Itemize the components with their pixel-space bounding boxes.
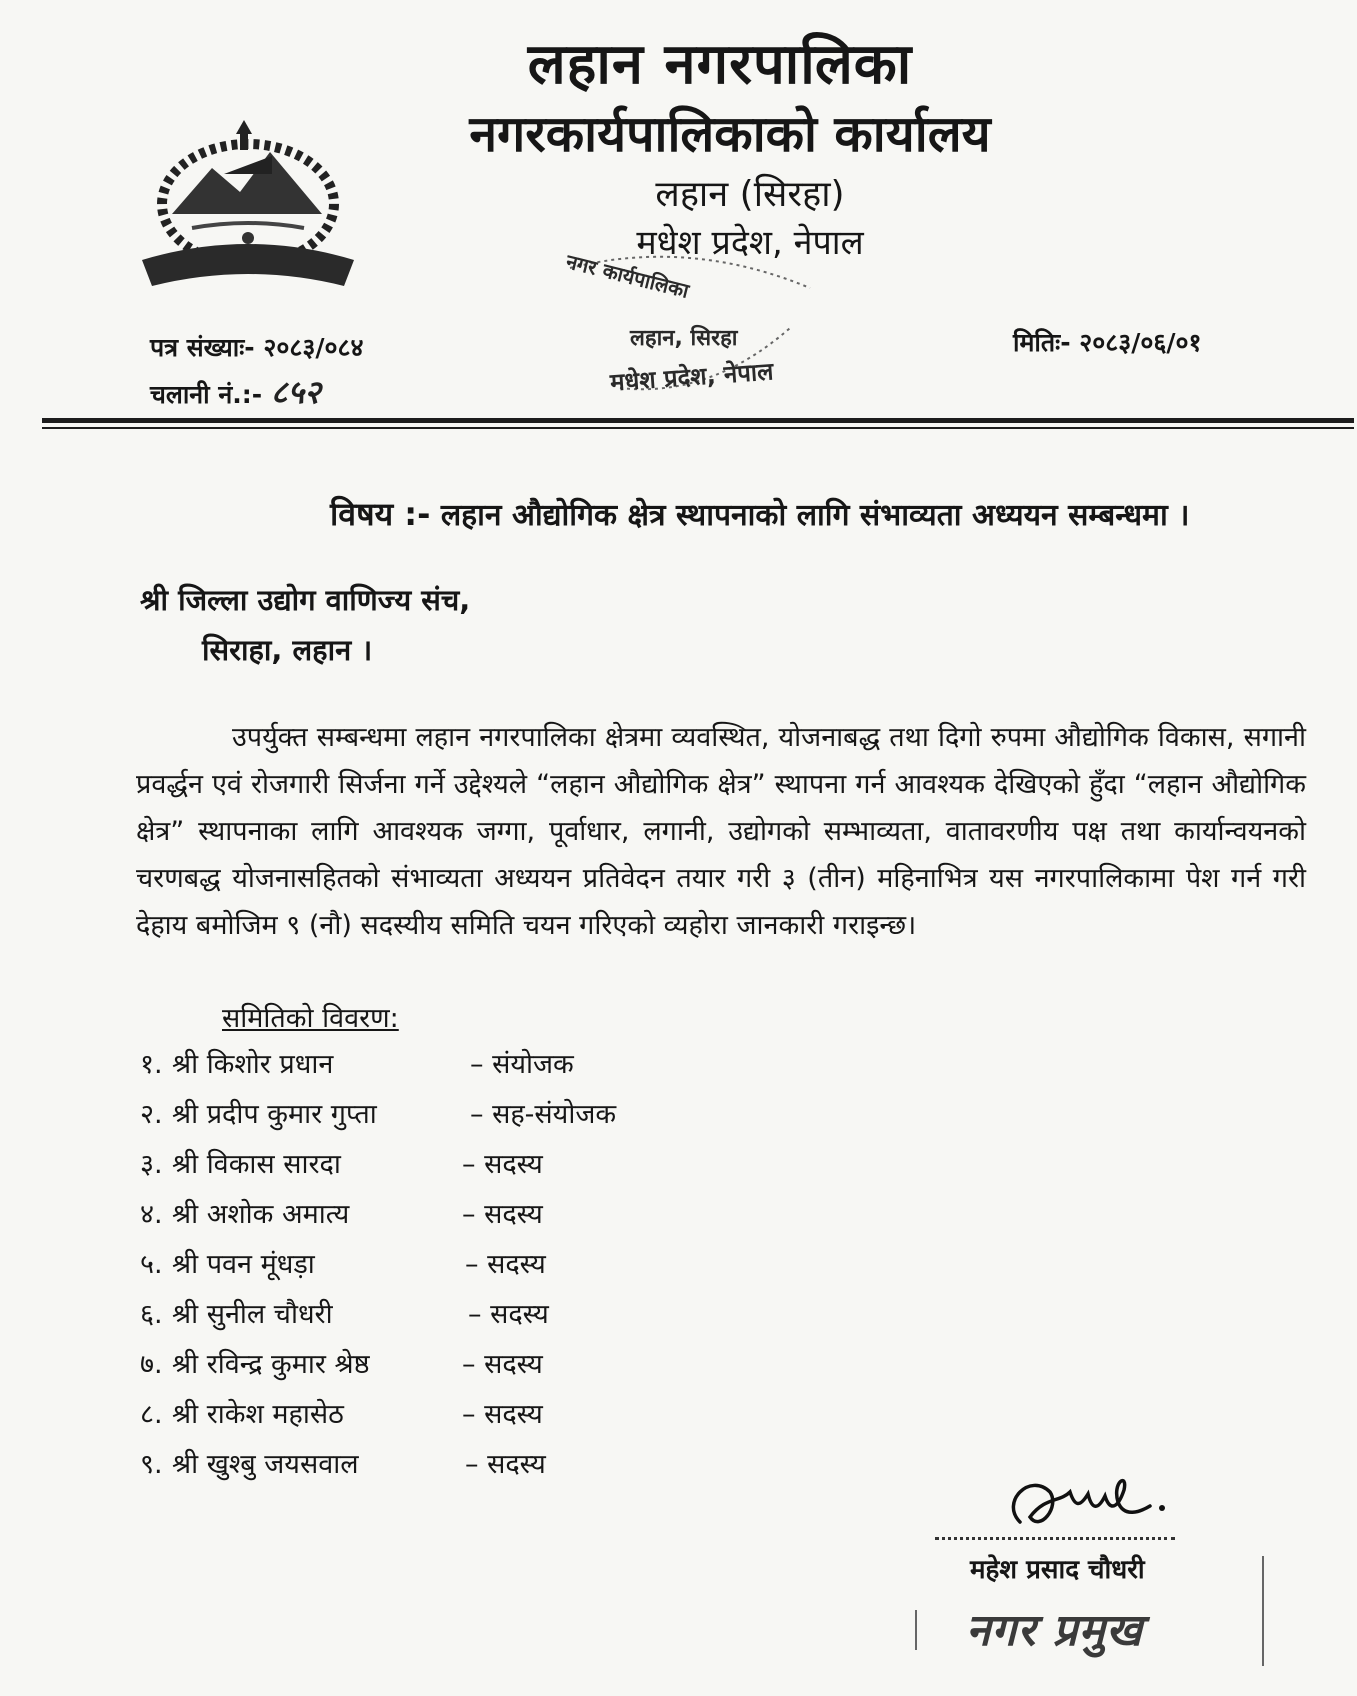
member-role: – सदस्य [465,1449,546,1480]
member-role: – सदस्य [462,1199,543,1230]
member-number: ८. [140,1399,163,1430]
committee-member [140,1144,700,1188]
member-number: ३. [140,1149,163,1180]
dispatch-number [150,370,321,413]
committee-member [140,1344,700,1388]
stamp-line-2: लहान, सिरहा [630,326,738,351]
address-line-1: लहान (सिरहा) [655,174,845,215]
reference-number [150,330,364,364]
office-name: नगरकार्यपालिकाको कार्यालय [469,105,991,163]
nepal-emblem-icon [132,118,364,296]
committee-member [140,1394,700,1438]
member-name: श्री किशोर प्रधान [172,1049,334,1080]
header-divider-thin [42,427,1354,429]
committee-member [140,1244,700,1288]
member-number: ७. [140,1349,163,1380]
scan-mark [915,1610,917,1650]
signatory-name: महेश प्रसाद चौधरी [970,1555,1145,1585]
signatory-title: नगर प्रमुख [966,1605,1143,1656]
member-role: – सह-संयोजक [470,1099,617,1130]
member-number: ९. [140,1449,163,1480]
member-name: श्री पवन मूंधड़ा [172,1249,315,1280]
signature-icon [1000,1462,1170,1540]
address-line-2: मधेश प्रदेश, नेपाल [636,223,864,263]
header-divider [42,418,1354,423]
stamp-line-1: नगर कार्यपालिका [563,249,692,303]
letter-date [1013,325,1202,359]
member-number: २. [140,1099,163,1130]
committee-heading: समितिको विवरण: [222,1003,399,1034]
dispatch-label: चलानी नं.:- [150,380,263,409]
member-name: श्री प्रदीप कुमार गुप्ता [172,1099,377,1130]
member-name: श्री राकेश महासेठ [172,1399,344,1430]
date-value: २०८३/०६/०१ [1079,328,1202,357]
member-role: – सदस्य [462,1399,543,1430]
member-number: ५. [140,1249,163,1280]
stamp-line-3: मधेश प्रदेश, नेपाल [609,357,775,397]
member-role: – सदस्य [468,1299,549,1330]
committee-member [140,1194,700,1238]
member-role: – संयोजक [470,1049,574,1080]
member-role: – सदस्य [462,1349,543,1380]
committee-member [140,1094,700,1138]
scan-mark [1262,1556,1264,1666]
member-number: ६. [140,1299,163,1330]
subject-label: विषय :- [330,495,431,533]
signature-line [935,1537,1175,1540]
recipient-line-1: श्री जिल्ला उद्योग वाणिज्य संच, [140,583,471,617]
date-label: मितिः- [1013,328,1071,357]
organization-name: लहान नगरपालिका [527,32,913,97]
member-name: श्री सुनील चौधरी [172,1299,333,1330]
member-role: – सदस्य [462,1149,543,1180]
committee-member [140,1044,700,1088]
member-number: १. [140,1049,163,1080]
member-name: श्री खुश्बु जयसवाल [172,1449,359,1480]
reference-label: पत्र संख्याः- [150,333,255,362]
member-number: ४. [140,1199,163,1230]
recipient-line-2: सिराहा, लहान । [202,633,373,667]
subject-text: लहान औद्योगिक क्षेत्र स्थापनाको लागि संभाव्यता अध्ययन सम्बन्धमा । [440,498,1190,533]
committee-member [140,1444,700,1488]
subject-line [330,492,1190,535]
member-name: श्री रविन्द्र कुमार श्रेष्ठ [172,1349,370,1380]
member-name: श्री अशोक अमात्य [172,1199,350,1230]
dispatch-value: ८५२ [270,373,321,411]
body-paragraph: उपर्युक्त सम्बन्धमा लहान नगरपालिका क्षेत्रमा व्यवस्थित, योजनाबद्ध तथा दिगो रुपमा औद्योगिक विकास, सगानी प्रवर्द्धन एवं रोजगारी सिर्जना गर्ने उद्देश्यले “लहान औद्योगिक क्षेत्र” स्थापना गर्न आवश्यक देखिएको हुँदा “लहान औद्योगिक क्षेत्र” स्थापनाका लागि आवश्यक जग्गा, पूर्वाधार, लगानी, उद्योगको सम्भाव्यता, वातावरणीय पक्ष तथा कार्यान्वयनको चरणबद्ध योजनासहितको संभाव्यता अध्ययन प्रतिवेदन तयार गरी ३ (तीन) महिनाभित्र यस नगरपालिकामा पेश गर्न गरी देहाय बमोजिम ९ (नौ) सदस्यीय समिति चयन गरिएको व्यहोरा जानकारी गराइन्छ। [136,722,1306,941]
reference-value: २०८३/०८४ [263,333,364,362]
member-role: – सदस्य [465,1249,546,1280]
committee-member [140,1294,700,1338]
member-name: श्री विकास सारदा [172,1149,341,1180]
